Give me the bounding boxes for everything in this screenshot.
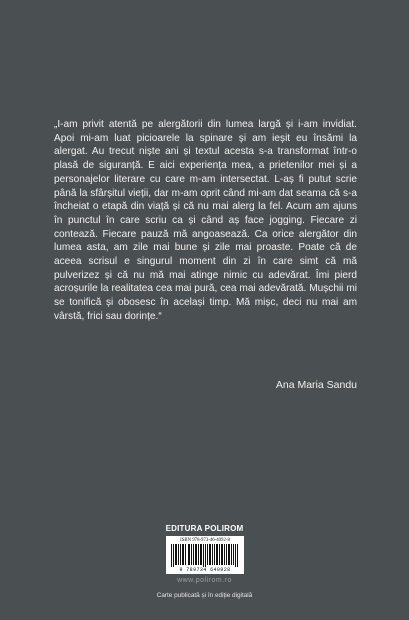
- publisher-logo: EDITURA POLIROM: [165, 524, 244, 533]
- barcode-digits: 9 789734 640928: [179, 567, 231, 573]
- cover-blurb: „I-am privit atentă pe alergătorii din lumea largă și i-am invidiat. Apoi mi-am luat picioarele la spinare și am ieșit eu însămi la alergat. Au trecut niște ani și textul acesta s-a transformat într-o plasă de siguranță. E aici experiența mea, a prietenilor mei și a personajelor literare cu care m-am intersectat. L-aș fi putut scrie până la sfârșitul vieții, dar m-am oprit când mi-am dat seama că s-a încheiat o etapă din viață și că nu mai alerg la fel. Acum am ajuns în punctul în care scriu ca și când aș face jogging. Fiecare zi contează. Fiecare pauză mă angoasează. Ca orice alergător din lumea asta, am zile mai bune și zile mai proaste. Poate că de aceea scrisul e singurul moment din zi în care simt că mă pulverizez și că nu mă mai atinge nimic cu adevărat. Îmi pierd acroșurile la realitatea cea mai pură, cea mai adevărată. Mușchii mi se tonifică și obosesc în același timp. Mă mișc, deci nu mai am vârstă, frici sau dorințe.“: [54, 119, 357, 322]
- barcode-icon: [171, 544, 239, 567]
- isbn-text: ISBN 978-973-46-4092-8: [180, 538, 230, 543]
- publisher-website: www.polirom.ro: [177, 577, 232, 584]
- author-name: Ana Maria Sandu: [275, 379, 357, 391]
- barcode-label: [166, 536, 244, 574]
- digital-edition-note: Carte publicată și în ediție digitală: [156, 592, 253, 599]
